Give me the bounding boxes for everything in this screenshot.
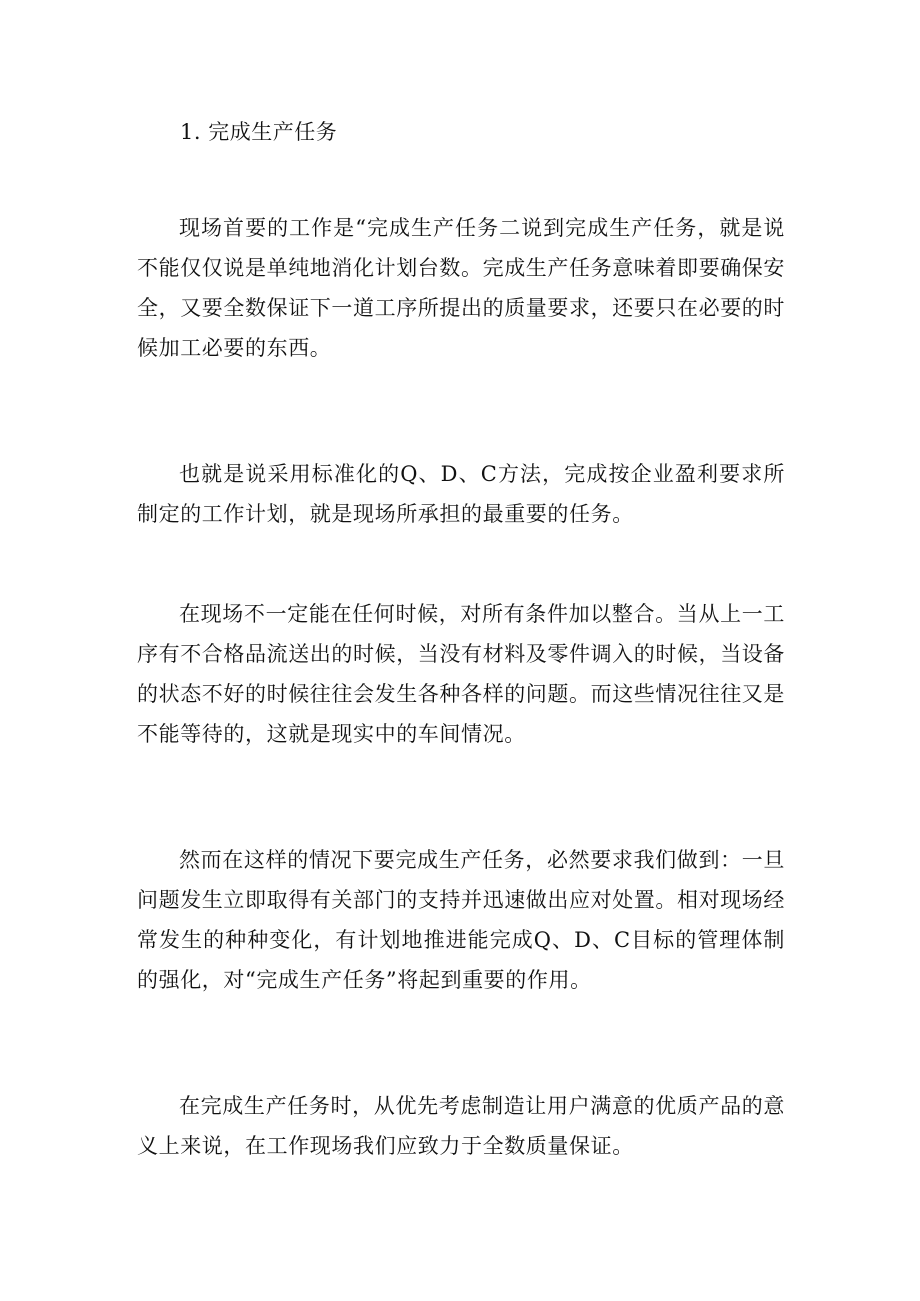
paragraph-3: 在现场不一定能在任何时候，对所有条件加以整合。当从上一工序有不合格品流送出的时候，当没有材料及零件调入的时候，当设备的状态不好的时候往往会发生各种各样的问题。而这些情况往往又是不能等待的，这就是现实中的车间情况。 — [137, 602, 785, 746]
paragraph-1: 现场首要的工作是“完成生产任务二说到完成生产任务，就是说不能仅仅说是单纯地消化计划台数。完成生产任务意味着即要确保安全，又要全数保证下一道工序所提出的质量要求，还要只在必要的时候加工必要的东西。 — [137, 216, 785, 360]
paragraph-5: 在完成生产任务时，从优先考虑制造让用户满意的优质产品的意义上来说，在工作现场我们应致力于全数质量保证。 — [137, 1094, 785, 1158]
paragraph-4: 然而在这样的情况下要完成生产任务，必然要求我们做到：一旦问题发生立即取得有关部门的支持并迅速做出应对处置。相对现场经常发生的种种变化，有计划地推进能完成Q、D、C目标的管理体制的强化，对“完成生产任务”将起到重要的作用。 — [137, 848, 785, 992]
section-heading: 1. 完成生产任务 — [180, 120, 338, 144]
paragraph-2: 也就是说采用标准化的Q、D、C方法，完成按企业盈利要求所制定的工作计划，就是现场所承担的最重要的任务。 — [137, 462, 785, 526]
